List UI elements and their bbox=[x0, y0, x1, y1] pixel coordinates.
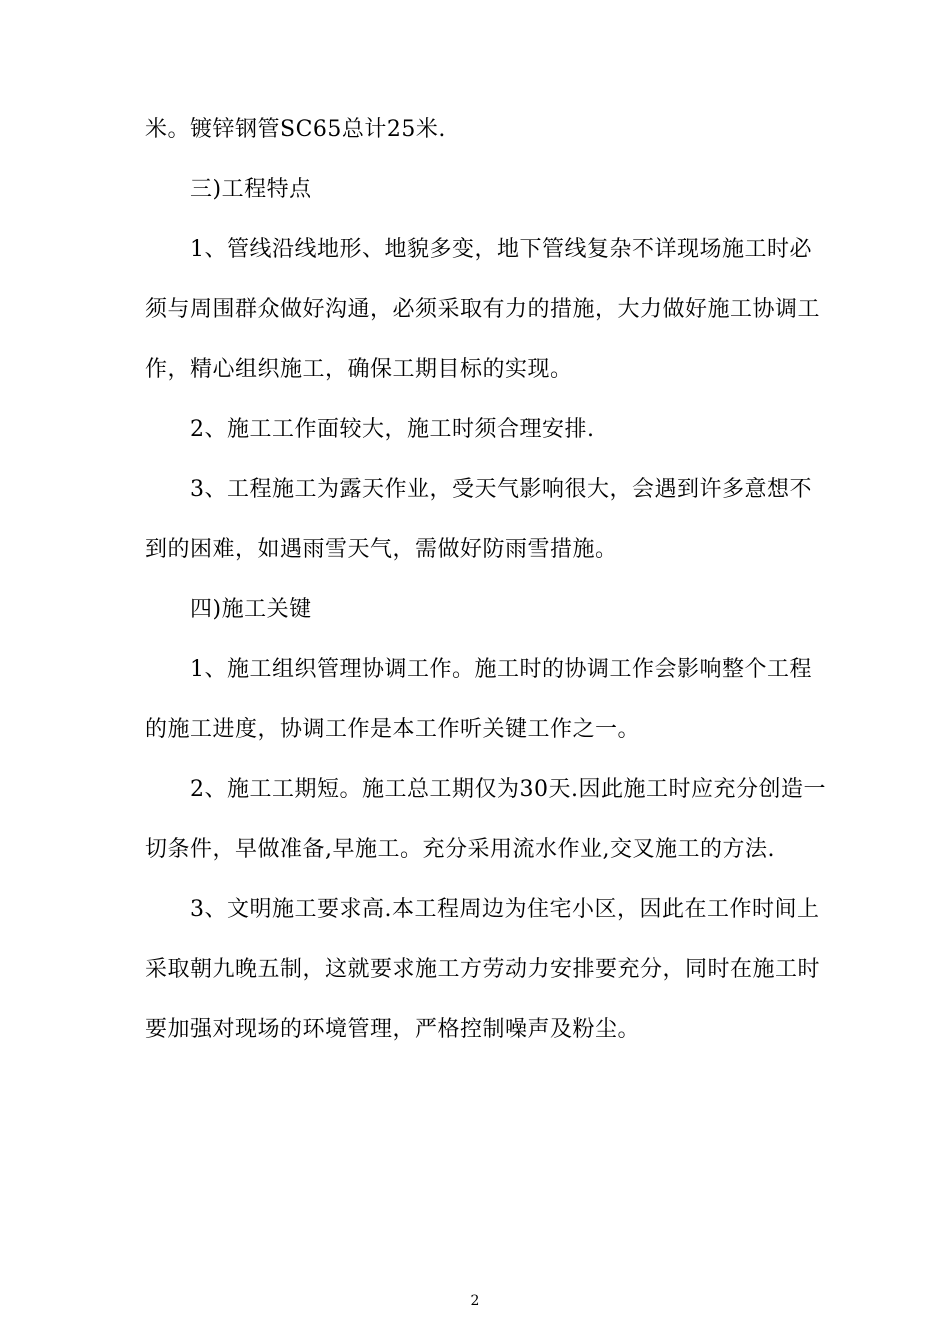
text-line-15: 采取朝九晚五制，这就要求施工方劳动力安排要充分，同时在施工时 bbox=[145, 957, 821, 982]
text-line-4: 须与周围群众做好沟通，必须采取有力的措施，大力做好施工协调工 bbox=[145, 297, 821, 322]
section-heading-3: 三)工程特点 bbox=[190, 177, 312, 202]
text-line-10: 1、施工组织管理协调工作。施工时的协调工作会影响整个工程 bbox=[190, 657, 812, 682]
text-line-16: 要加强对现场的环境管理，严格控制噪声及粉尘。 bbox=[145, 1017, 641, 1042]
text-line-1: 米。镀锌钢管SC65总计25米. bbox=[145, 117, 446, 142]
text-line-5: 作，精心组织施工，确保工期目标的实现。 bbox=[145, 357, 573, 382]
page-number: 2 bbox=[470, 1293, 480, 1309]
text-line-13: 切条件，早做准备,早施工。充分采用流水作业,交叉施工的方法. bbox=[145, 837, 775, 862]
text-line-11: 的施工进度，协调工作是本工作听关键工作之一。 bbox=[145, 717, 641, 742]
section-heading-4: 四)施工关键 bbox=[190, 597, 312, 622]
text-line-8: 到的困难，如遇雨雪天气，需做好防雨雪措施。 bbox=[145, 537, 618, 562]
text-line-14: 3、文明施工要求高.本工程周边为住宅小区，因此在工作时间上 bbox=[190, 897, 820, 922]
text-line-12: 2、施工工期短。施工总工期仅为30天.因此施工时应充分创造一 bbox=[190, 777, 826, 802]
text-line-6: 2、施工工作面较大，施工时须合理安排. bbox=[190, 417, 595, 442]
text-line-7: 3、工程施工为露天作业，受天气影响很大，会遇到许多意想不 bbox=[190, 477, 812, 502]
text-line-3: 1、管线沿线地形、地貌多变，地下管线复杂不详现场施工时必 bbox=[190, 237, 812, 262]
